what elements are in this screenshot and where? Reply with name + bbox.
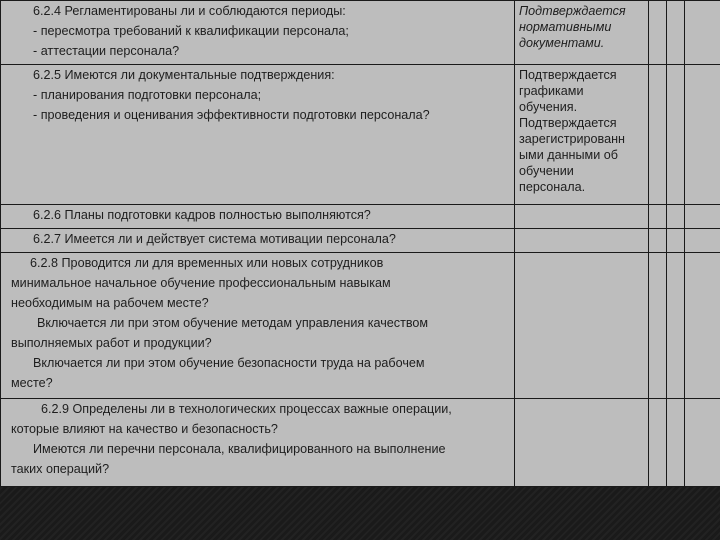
mark-cell[interactable]: [667, 65, 685, 205]
mark-cell[interactable]: [685, 205, 720, 229]
question-text: 6.2.4 Регламентированы ли и соблюдаются периоды:: [33, 4, 346, 18]
answer-text: Подтверждается: [519, 4, 626, 18]
table-row: [1, 205, 720, 229]
question-text: 6.2.6 Планы подготовки кадров полностью выполняются?: [33, 208, 371, 222]
mark-cell[interactable]: [685, 399, 720, 487]
mark-cell[interactable]: [649, 399, 667, 487]
answer-text: графиками: [519, 84, 584, 98]
mark-cell[interactable]: [685, 253, 720, 399]
mark-cell[interactable]: [649, 253, 667, 399]
table-row: [1, 399, 720, 487]
table-row: [1, 253, 720, 399]
question-text: которые влияют на качество и безопасность?: [11, 422, 278, 436]
table-row: [1, 1, 720, 65]
question-cell: [1, 399, 515, 487]
mark-cell[interactable]: [685, 229, 720, 253]
answer-cell[interactable]: [515, 399, 649, 487]
question-cell: [1, 229, 515, 253]
mark-cell[interactable]: [649, 65, 667, 205]
question-cell: [1, 1, 515, 65]
question-text: 6.2.8 Проводится ли для временных или новых сотрудников: [30, 256, 384, 270]
table-row: [1, 65, 720, 205]
answer-text: нормативными: [519, 20, 612, 34]
question-text: минимальное начальное обучение профессиональным навыкам: [11, 276, 391, 290]
answer-cell[interactable]: [515, 229, 649, 253]
question-text: 6.2.5 Имеются ли документальные подтверждения:: [33, 68, 335, 82]
answer-cell[interactable]: [515, 205, 649, 229]
mark-cell[interactable]: [685, 1, 720, 65]
question-text: - проведения и оценивания эффективности подготовки персонала?: [33, 108, 430, 122]
answer-text: обучении: [519, 164, 574, 178]
question-text: выполняемых работ и продукции?: [11, 336, 212, 350]
mark-cell[interactable]: [667, 205, 685, 229]
mark-cell[interactable]: [667, 1, 685, 65]
mark-cell[interactable]: [667, 253, 685, 399]
question-text: - планирования подготовки персонала;: [33, 88, 262, 102]
table-row: [1, 229, 720, 253]
question-text: 6.2.9 Определены ли в технологических процессах важные операции,: [41, 402, 452, 416]
question-text: необходимым на рабочем месте?: [11, 296, 209, 310]
answer-cell: [515, 65, 649, 205]
mark-cell[interactable]: [649, 205, 667, 229]
answer-text: Подтверждается: [519, 68, 617, 82]
answer-text: зарегистрированн: [519, 132, 625, 146]
answer-text: документами.: [519, 36, 605, 50]
mark-cell[interactable]: [685, 65, 720, 205]
question-text: Имеются ли перечни персонала, квалифицированного на выполнение: [33, 442, 446, 456]
question-text: - пересмотра требований к квалификации персонала;: [33, 24, 349, 38]
question-cell: [1, 65, 515, 205]
question-text: Включается ли при этом обучение безопасности труда на рабочем: [33, 356, 425, 370]
answer-cell: [515, 1, 649, 65]
answer-text: персонала.: [519, 180, 586, 194]
question-text: Включается ли при этом обучение методам управления качеством: [37, 316, 429, 330]
mark-cell[interactable]: [667, 399, 685, 487]
question-text: 6.2.7 Имеется ли и действует система мотивации персонала?: [33, 232, 396, 246]
mark-cell[interactable]: [667, 229, 685, 253]
answer-text: ыми данными об: [519, 148, 618, 162]
answer-text: обучения.: [519, 100, 578, 114]
answer-text: Подтверждается: [519, 116, 617, 130]
question-text: - аттестации персонала?: [33, 44, 180, 58]
mark-cell[interactable]: [649, 1, 667, 65]
question-cell: [1, 205, 515, 229]
question-text: таких операций?: [11, 462, 110, 476]
mark-cell[interactable]: [649, 229, 667, 253]
question-cell: [1, 253, 515, 399]
answer-cell[interactable]: [515, 253, 649, 399]
question-text: месте?: [11, 376, 53, 390]
